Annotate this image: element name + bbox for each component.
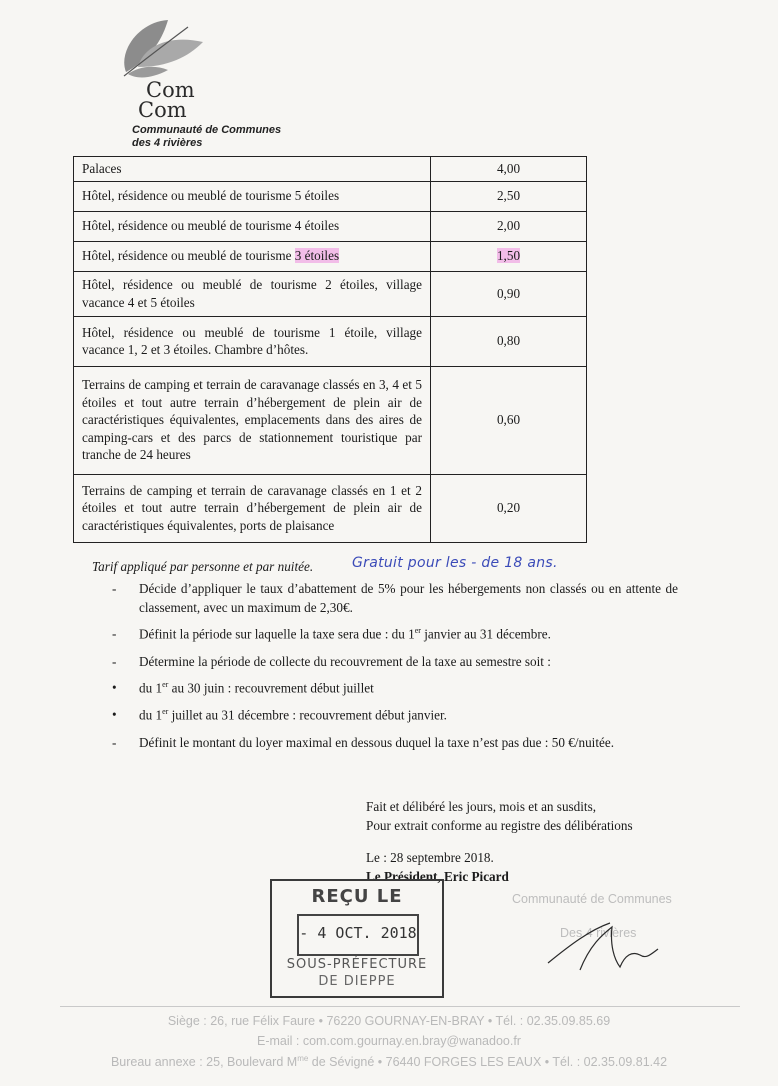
closing-statement [366, 797, 633, 835]
table-cell-label: Terrains de camping et terrain de caravanage classés en 1 et 2 étoiles et tout autre terrain d’hébergement de plein air de caractéristiques équivalentes, ports de plaisance [74, 474, 431, 542]
faint-stamp-text: Des 4 rivières [560, 926, 637, 940]
footer-email: E-mail : com.com.gournay.en.bray@wanadoo.fr [257, 1034, 521, 1048]
bullet-marker: • [112, 680, 117, 696]
table-cell-label: Hôtel, résidence ou meublé de tourisme 5 étoiles [74, 181, 431, 211]
stamp-office: SOUS-PRÉFECTURE [286, 957, 428, 972]
item-text: Définit le montant du loyer maximal en dessous duquel la taxe n’est pas due : 50 €/nuitée. [139, 734, 615, 750]
dash-marker: - [112, 626, 117, 642]
item-text: du 1 [139, 680, 163, 696]
table-cell-label [74, 241, 431, 271]
table-cell-value: 2,00 [431, 211, 587, 241]
ordinal-suffix: er [414, 626, 421, 636]
footer-annex-sup: me [297, 1054, 309, 1063]
table-cell-value: 2,50 [431, 181, 587, 211]
table-row [74, 181, 587, 211]
faint-stamp-text: Communauté de Communes [512, 892, 672, 906]
logo-text-line1: Com [146, 78, 195, 102]
label-text: Hôtel, résidence ou meublé de tourisme [82, 248, 295, 264]
footer-divider [60, 1006, 740, 1007]
ordinal-suffix: er [162, 680, 169, 690]
list-item [112, 653, 678, 672]
table-cell-label: Terrains de camping et terrain de caravanage classés en 3, 4 et 5 étoiles et tout autre terrain d’hébergement de plein air de caractéristiques équivalentes, emplacements dans des aires de camping-cars et des parcs de stationnement touristique par tranche de 24 heures [74, 366, 431, 474]
table-row [74, 241, 587, 271]
table-cell-value: 0,20 [431, 474, 587, 542]
table-cell-value: 0,80 [431, 316, 587, 366]
footer-annex-text: Bureau annexe : 25, Boulevard M [110, 1055, 298, 1070]
ordinal-suffix: er [162, 707, 169, 717]
table-row [74, 474, 587, 542]
table-cell-label: Palaces [74, 157, 431, 182]
stamp-office-2: DE DIEPPE [318, 974, 396, 989]
dash-marker: - [112, 734, 117, 750]
item-text-cont: janvier au 31 décembre. [420, 626, 551, 642]
handwritten-note: Gratuit pour les - de 18 ans. [352, 555, 558, 571]
stamp-date-box [297, 914, 419, 956]
item-text: Détermine la période de collecte du recouvrement de la taxe au semestre soit : [139, 653, 551, 669]
footer-annex-text-cont: de Sévigné • 76440 FORGES LES EAUX • Tél. : 02.35.09.81.42 [308, 1055, 668, 1070]
logo-subtitle: Communauté de Communes [132, 124, 282, 136]
table-row [74, 366, 587, 474]
signatory-name: Le Président, Eric Picard [366, 869, 509, 885]
tariff-note: Tarif appliqué par personne et par nuitée. [92, 559, 314, 574]
list-item [112, 706, 678, 725]
table-cell-value [431, 241, 587, 271]
item-text: Définit la période sur laquelle la taxe sera due : du 1 [139, 626, 415, 642]
logo-subtitle-2: des 4 rivières [132, 137, 203, 149]
received-stamp [270, 879, 444, 998]
highlighted-value: 1,50 [496, 248, 521, 264]
table-row [74, 271, 587, 316]
item-text: Décide d’appliquer le taux d’abattement de 5% pour les hébergements non classés ou en attente de classement, avec un maximum de 2,30€. [139, 581, 678, 615]
table-cell-label: Hôtel, résidence ou meublé de tourisme 4 étoiles [74, 211, 431, 241]
company-logo [108, 12, 298, 152]
stamp-date: - 4 OCT. 2018 [299, 924, 417, 942]
closing-line: Fait et délibéré les jours, mois et an susdits, [366, 799, 597, 814]
signature-date: Le : 28 septembre 2018. [366, 850, 494, 865]
table-cell-value: 0,90 [431, 271, 587, 316]
closing-line: Pour extrait conforme au registre des délibérations [366, 818, 633, 834]
table-cell-label: Hôtel, résidence ou meublé de tourisme 2 étoiles, village vacance 4 et 5 étoiles [74, 271, 431, 316]
dash-marker: - [112, 581, 117, 596]
table-row [74, 157, 587, 182]
footer-address: Siège : 26, rue Félix Faure • 76220 GOURNAY-EN-BRAY • Tél. : 02.35.09.85.69 [167, 1014, 611, 1028]
dash-marker: - [112, 653, 117, 669]
list-item [112, 679, 678, 698]
decision-list [112, 580, 678, 760]
list-item [112, 580, 678, 617]
logo-text-line2: Com [138, 98, 187, 122]
item-text-cont: au 30 juin : recouvrement début juillet [168, 680, 374, 696]
footer-annex [0, 1054, 778, 1069]
highlighted-text: 3 étoiles [294, 248, 340, 264]
table-cell-label: Hôtel, résidence ou meublé de tourisme 1 étoile, village vacance 1, 2 et 3 étoiles. Chambre d’hôtes. [74, 316, 431, 366]
table-row [74, 316, 587, 366]
table-cell-value: 4,00 [431, 157, 587, 182]
stamp-title: REÇU LE [311, 886, 403, 907]
item-text: du 1 [139, 707, 163, 723]
bullet-marker: • [112, 707, 117, 723]
list-item [112, 625, 678, 644]
handwritten-signature-icon [540, 915, 670, 975]
tariff-table [73, 156, 587, 543]
list-item [112, 734, 678, 753]
table-cell-value: 0,60 [431, 366, 587, 474]
item-text-cont: juillet au 31 décembre : recouvrement début janvier. [168, 707, 447, 723]
table-row [74, 211, 587, 241]
